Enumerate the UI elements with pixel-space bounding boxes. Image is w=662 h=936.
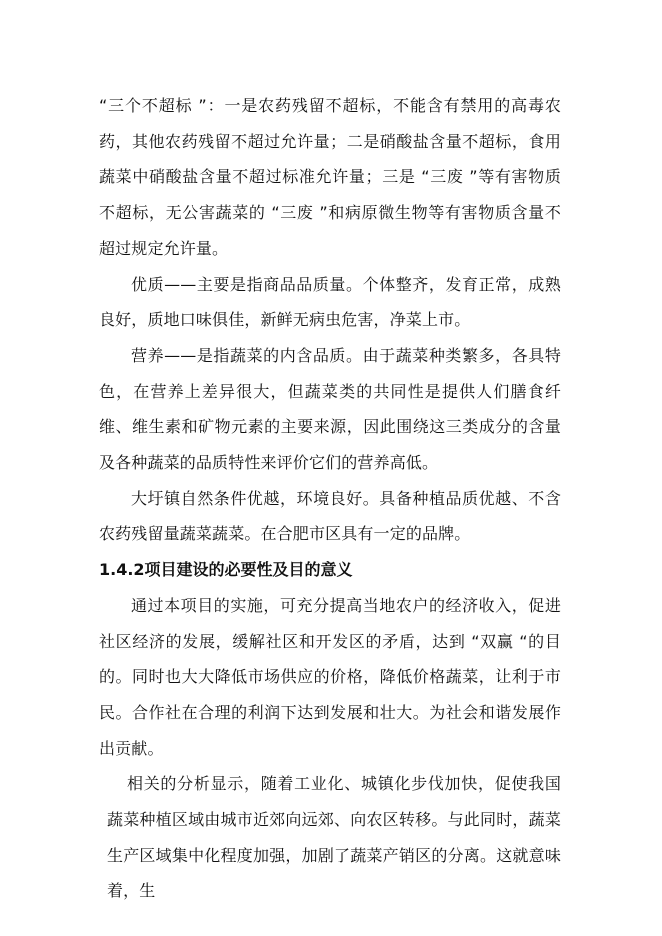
paragraph-quality: 优质——主要是指商品品质量。个体整齐，发育正常，成熟良好，质地口味俱佳，新鲜无病虫危害，净菜上市。 xyxy=(99,274,561,330)
paragraph-three-not-exceed: “三个不超标 ”：一是农药残留不超标，不能含有禁用的高毒农药，其他农药残留不超过允许量；二是硝酸盐含量不超标，食用蔬菜中硝酸盐含量不超过标准允许量；三是 “三废 ”等有害物质不超标，无公害蔬菜的 “三废 ”和病原微生物等有害物质含量不超过规定允许量。 xyxy=(99,96,561,258)
paragraph-project-benefits: 通过本项目的实施，可充分提高当地农户的经济收入，促进社区经济的发展，缓解社区和开发区的矛盾，达到 “双赢 “的目的。同时也大大降低市场供应的价格，降低价格蔬菜，让利于市民。合作社在合理的利润下达到发展和壮大。为社会和谐发展作出贡献。 xyxy=(99,595,561,758)
paragraph-daxu-town: 大圩镇自然条件优越，环境良好。具备种植品质优越、不含农药残留量蔬菜蔬菜。在合肥市区具有一定的品牌。 xyxy=(99,488,561,544)
paragraph-nutrition: 营养——是指蔬菜的内含品质。由于蔬菜种类繁多，各具特色，在营养上差异很大，但蔬菜类的共同性是提供人们膳食纤维、维生素和矿物元素的主要来源，因此围绕这三类成分的含量及各种蔬菜的品质特性来评价它们的营养高低。 xyxy=(99,345,561,473)
paragraph-vegetable-shift: 相关的分析显示，随着工业化、城镇化步伐加快，促使我国蔬菜种植区域由城市近郊向远郊、向农区转移。与此同时，蔬菜生产区域集中化程度加强，加剧了蔬菜产销区的分离。这就意味着，生 xyxy=(107,774,561,901)
section-heading-1-4-2: 1.4.2项目建设的必要性及目的意义 xyxy=(99,560,353,580)
document-body xyxy=(99,88,561,909)
